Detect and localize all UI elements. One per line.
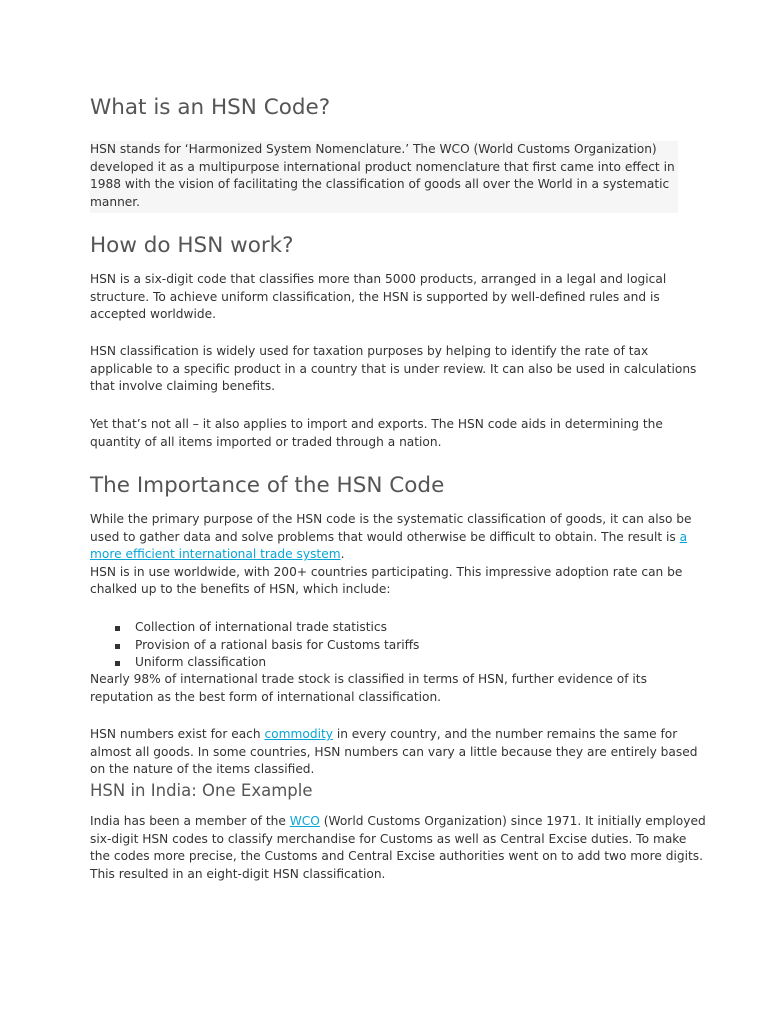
paragraph-line: HSN is a six-digit code that classifies more than 5000 products, arranged in a legal and logical	[90, 272, 667, 286]
intro-line: manner.	[90, 194, 141, 209]
paragraph-text: (World Customs Organization) since 1971. It initially employed	[319, 814, 706, 828]
heading-what-is-hsn: What is an HSN Code?	[90, 95, 331, 120]
list-item-text: Provision of a rational basis for Customs tariffs	[135, 637, 420, 652]
paragraph-line: chalked up to the benefits of HSN, which include:	[90, 582, 391, 596]
paragraph-text: India has been a member of the	[90, 814, 290, 828]
paragraph-line: Nearly 98% of international trade stock is classified in terms of HSN, further evidence of its	[90, 672, 647, 686]
heading-how-hsn-works: How do HSN work?	[90, 233, 294, 258]
importance-paragraph-1	[90, 511, 692, 599]
india-paragraph	[90, 813, 706, 883]
bullet-icon	[115, 626, 120, 631]
paragraph-line: applicable to a specific product in a country that is under review. It can also be used in calculations	[90, 361, 697, 376]
paragraph-text: .	[340, 547, 345, 561]
how-paragraph-3	[90, 416, 678, 451]
paragraph-line: HSN is in use worldwide, with 200+ countries participating. This impressive adoption rate can be	[90, 564, 683, 579]
benefits-list	[90, 619, 419, 672]
trade-system-link-start[interactable]: a	[679, 529, 688, 544]
paragraph-line	[90, 726, 678, 744]
paragraph-text: used to gather data and solve problems that would otherwise be difficult to obtain. The result is	[90, 529, 680, 544]
list-item	[90, 637, 419, 655]
list-item	[90, 619, 419, 637]
paragraph-line	[90, 529, 688, 547]
intro-line: 1988 with the vision of facilitating the classification of goods all over the World in a systematic	[90, 177, 670, 191]
paragraph-line: While the primary purpose of the HSN code is the systematic classification of goods, it can also be	[90, 512, 692, 526]
paragraph-line: almost all goods. In some countries, HSN numbers can vary a little because they are entirely based	[90, 744, 698, 759]
list-item-text: Uniform classification	[135, 655, 267, 669]
paragraph-line: accepted worldwide.	[90, 307, 217, 321]
paragraph-line: Yet that’s not all – it also applies to import and exports. The HSN code aids in determining the	[90, 417, 663, 431]
bullet-icon	[115, 644, 120, 649]
commodity-link[interactable]: commodity	[264, 727, 333, 741]
paragraph-line: reputation as the best form of international classification.	[90, 689, 442, 704]
paragraph-line: This resulted in an eight-digit HSN classification.	[90, 866, 386, 881]
how-paragraph-1	[90, 271, 678, 324]
paragraph-text: HSN numbers exist for each	[90, 727, 265, 741]
how-paragraph-2	[90, 343, 697, 396]
paragraph-text: in every country, and the number remains the same for	[332, 727, 678, 741]
paragraph-line: on the nature of the items classified.	[90, 762, 315, 776]
importance-paragraph-4	[90, 726, 698, 779]
trade-system-link[interactable]: more efficient international trade system	[90, 547, 341, 561]
wco-link[interactable]: WCO	[289, 814, 320, 828]
heading-hsn-india: HSN in India: One Example	[90, 781, 313, 800]
paragraph-line: the codes more precise, the Customs and Central Excise authorities went on to add two more digits.	[90, 849, 703, 863]
paragraph-line	[90, 813, 706, 831]
intro-line: developed it as a multipurpose international product nomenclature that first came into effect in	[90, 159, 675, 174]
paragraph-line	[90, 546, 678, 564]
paragraph-line: HSN classification is widely used for taxation purposes by helping to identify the rate of tax	[90, 344, 649, 358]
intro-line: HSN stands for ‘Harmonized System Nomenclature.’ The WCO (World Customs Organization)	[90, 142, 657, 156]
heading-importance: The Importance of the HSN Code	[90, 473, 445, 498]
intro-paragraph	[90, 141, 678, 211]
list-item-text: Collection of international trade statistics	[135, 620, 387, 634]
paragraph-line: that involve claiming benefits.	[90, 379, 276, 393]
paragraph-line: six-digit HSN codes to classify merchandise for Customs as well as Central Excise duties. To make	[90, 831, 687, 846]
list-item	[90, 654, 419, 672]
bullet-icon	[115, 661, 120, 666]
importance-paragraph-3	[90, 671, 678, 706]
paragraph-line: quantity of all items imported or traded through a nation.	[90, 434, 442, 449]
paragraph-line: structure. To achieve uniform classification, the HSN is supported by well-defined rules and is	[90, 289, 660, 304]
